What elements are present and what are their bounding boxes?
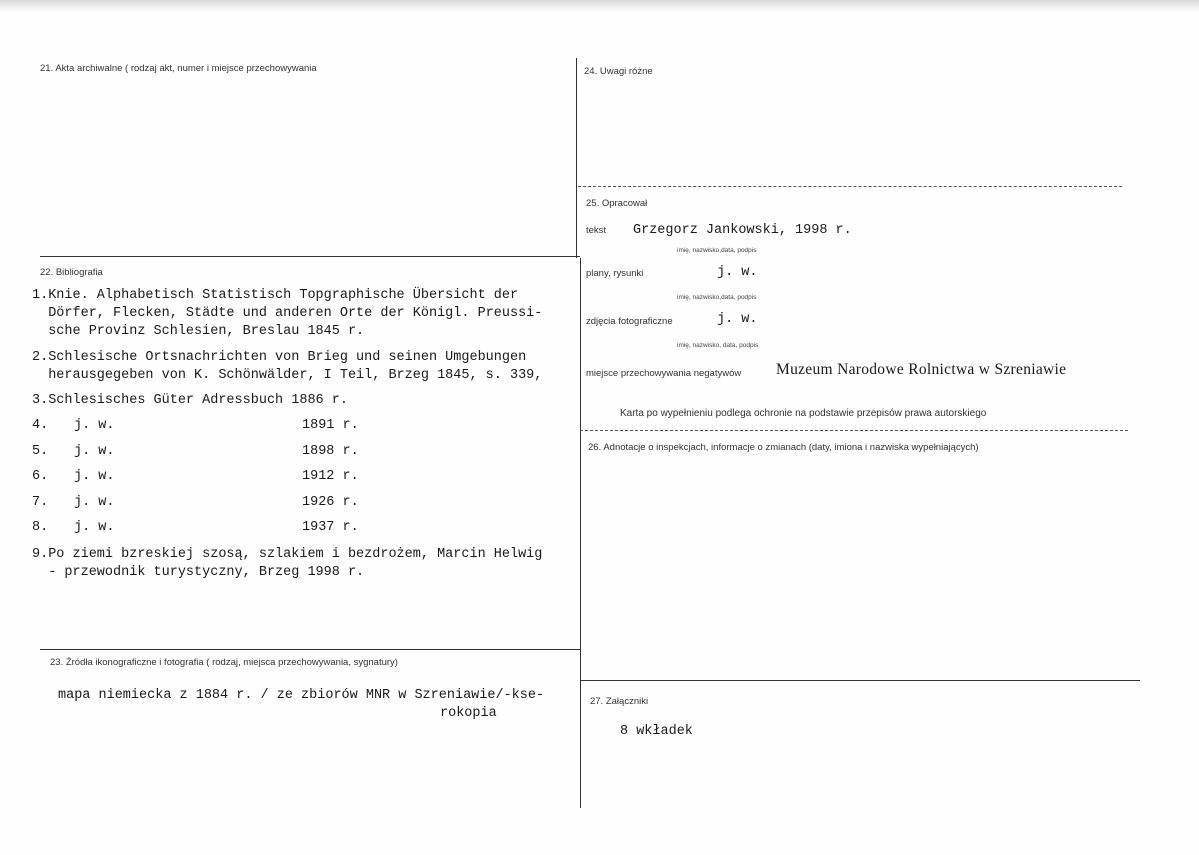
iconography-line-1: mapa niemiecka z 1884 r. / ze zbiorów MNR w Szreniawie/-kse-	[58, 688, 545, 703]
bibliography-line: - przewodnik turystyczny, Brzeg 1998 r.	[32, 565, 365, 580]
row-year: 1937 r.	[302, 520, 359, 535]
row-ref: j. w.	[74, 444, 115, 459]
divider-vertical-lower	[580, 258, 581, 808]
row-year: 1912 r.	[302, 469, 359, 484]
bibliography-line: 1.Knie. Alphabetisch Statistisch Topgraphische Übersicht der	[32, 288, 519, 303]
plany-label: plany, rysunki	[586, 268, 644, 279]
section-27-label: 27. Załączniki	[590, 696, 649, 707]
row-ref: j. w.	[74, 520, 115, 535]
row-ref: j. w.	[74, 495, 115, 510]
section-21-label: 21. Akta archiwalne ( rodzaj akt, numer i miejsce przechowywania	[40, 63, 317, 74]
row-number: 5.	[32, 444, 49, 459]
tekst-value: Grzegorz Jankowski, 1998 r.	[633, 223, 852, 238]
row-ref: j. w.	[74, 469, 115, 484]
divider-vertical-upper	[576, 58, 577, 258]
bibliography-line: herausgegeben von K. Schönwälder, I Teil, Brzeg 1845, s. 339,	[32, 368, 543, 383]
negatywy-value: Muzeum Narodowe Rolnictwa w Szreniawie	[776, 361, 1067, 378]
bibliography-line: 9.Po ziemi bzreskiej szosą, szlakiem i bezdrożem, Marcin Helwig	[32, 547, 543, 562]
copyright-notice: Karta po wypełnieniu podlega ochronie na podstawie przepisów prawa autorskiego	[620, 408, 987, 419]
iconography-line-2: rokopia	[440, 706, 497, 721]
bibliography-line: 2.Schlesische Ortsnachrichten von Brieg und seinen Umgebungen	[32, 350, 527, 365]
attachments-value: 8 wkładek	[620, 724, 693, 739]
negatywy-label: miejsce przechowywania negatywów	[586, 368, 742, 379]
section-23-label: 23. Źródła ikonograficzne i fotografia ( rodzaj, miejsca przechowywania, sygnatury)	[50, 657, 398, 668]
section-24-label: 24. Uwagi różne	[584, 66, 653, 77]
row-number: 7.	[32, 495, 49, 510]
bibliography-line: 3.Schlesisches Güter Adressbuch 1886 r.	[32, 393, 348, 408]
divider-21-22	[40, 256, 580, 257]
section-25-label: 25. Opracował	[586, 198, 648, 209]
section-26-label: 26. Adnotacje o inspekcjach, informacje o zmianach (daty, imiona i nazwiska wypełniających)	[588, 442, 979, 453]
tekst-label: tekst	[586, 225, 607, 236]
row-year: 1891 r.	[302, 418, 359, 433]
plany-value: j. w.	[717, 265, 758, 280]
section-22-label: 22. Bibliografia	[40, 267, 103, 278]
divider-22-23	[40, 649, 580, 650]
row-number: 4.	[32, 418, 49, 433]
signature-hint: imię, nazwisko, data, podpis	[677, 342, 759, 349]
row-year: 1926 r.	[302, 495, 359, 510]
bibliography-line: Dörfer, Flecken, Städte und anderen Orte der Königl. Preussi-	[32, 306, 543, 321]
signature-hint: imię, nazwisko,data, podpis	[677, 294, 757, 301]
row-number: 8.	[32, 520, 49, 535]
divider-26-27	[580, 680, 1140, 681]
signature-hint: imię, nazwisko,data, podpis	[677, 247, 757, 254]
zdjecia-value: j. w.	[717, 312, 758, 327]
scan-top-edge	[0, 0, 1199, 12]
divider-25-26	[580, 430, 1128, 431]
row-number: 6.	[32, 469, 49, 484]
row-year: 1898 r.	[302, 444, 359, 459]
bibliography-line: sche Provinz Schlesien, Breslau 1845 r.	[32, 324, 365, 339]
divider-24-25	[578, 186, 1122, 187]
row-ref: j. w.	[74, 418, 115, 433]
zdjecia-label: zdjęcia fotograficzne	[586, 316, 673, 327]
